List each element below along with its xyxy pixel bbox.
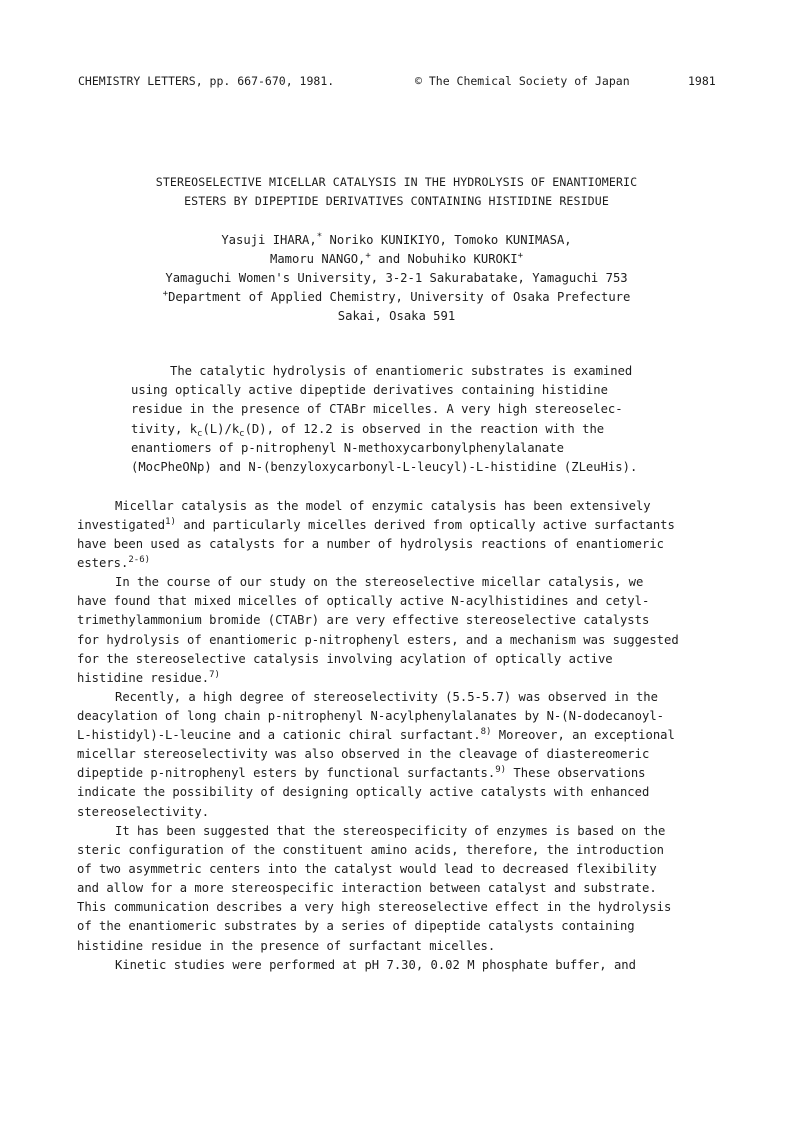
authors-line-2: [0, 253, 793, 265]
body-line: It has been suggested that the stereospecificity of enzymes is based on the: [115, 824, 666, 838]
body-line: trimethylammonium bromide (CTABr) are very effective stereoselective catalysts: [77, 613, 650, 627]
body-line: L-histidyl)-L-leucine and a cationic chiral surfactant.$^{8)}$ Moreover, an exceptional: [77, 727, 675, 742]
body-line: This communication describes a very high stereoselective effect in the hydrolysis: [77, 900, 672, 914]
body-line: of two asymmetric centers into the catalyst would lead to decreased flexibility: [77, 862, 657, 876]
coauthors: Noriko KUNIKIYO, Tomoko KUNIMASA,: [322, 233, 572, 247]
reference-mark: 7): [209, 670, 220, 680]
body-line: and allow for a more stereospecific interaction between catalyst and substrate.: [77, 881, 657, 895]
body-line: have been used as catalysts for a number of hydrolysis reactions of enantiomeric: [77, 537, 664, 551]
affiliation-mark: +: [162, 289, 169, 299]
body-line: deacylation of long chain p-nitrophenyl N-acylphenylalanates by N-(N-dodecanoyl-: [77, 709, 664, 723]
body-line: micellar stereoselectivity was also observed in the cleavage of diastereomeric: [77, 747, 650, 761]
reference-mark: 9): [495, 765, 507, 775]
affiliation-mark: +: [517, 251, 523, 261]
body-line: for hydrolysis of enantiomeric p-nitrophenyl esters, and a mechanism was suggested: [77, 633, 679, 647]
authors-line-1: [0, 234, 793, 246]
body-line: steric configuration of the constituent amino acids, therefore, the introduction: [77, 843, 664, 857]
body-line: Kinetic studies were performed at pH 7.30, 0.02 M phosphate buffer, and: [115, 958, 636, 972]
journal-citation: CHEMISTRY LETTERS, pp. 667-670, 1981.: [78, 74, 335, 88]
body-line: Recently, a high degree of stereoselectivity (5.5-5.7) was observed in the: [115, 690, 658, 704]
affiliation-3: Sakai, Osaka 591: [337, 309, 456, 323]
body-line: of the enantiomeric substrates by a series of dipeptide catalysts containing: [77, 919, 635, 933]
author-kuroki: and Nobuhiko KUROKI: [370, 252, 518, 266]
body-line: have found that mixed micelles of optically active N-acylhistidines and cetyl-: [77, 594, 650, 608]
abstract-line: The catalytic hydrolysis of enantiomeric substrates is examined: [170, 364, 633, 378]
author-nango: Mamoru NANGO,: [270, 252, 366, 266]
author-ihara: Yasuji IHARA,: [221, 233, 317, 247]
body-line: esters.$^{2-6)}$: [77, 555, 151, 570]
affiliation-2: +Department of Applied Chemistry, University of Osaka Prefecture: [162, 289, 631, 304]
abstract-line: (MocPheONp) and N-(benzyloxycarbonyl-L-leucyl)-L-histidine (ZLeuHis).: [131, 460, 638, 474]
affiliation-mark: +: [365, 251, 371, 261]
title-line-2: ESTERS BY DIPEPTIDE DERIVATIVES CONTAINING HISTIDINE RESIDUE: [184, 194, 609, 208]
affiliation-1: Yamaguchi Women's University, 3-2-1 Sakurabatake, Yamaguchi 753: [165, 271, 628, 285]
reference-mark: 1): [165, 517, 176, 527]
abstract-line: enantiomers of p-nitrophenyl N-methoxycarbonylphenylalanate: [131, 441, 564, 455]
copyright-notice: © The Chemical Society of Japan: [415, 74, 630, 88]
title-line-1: STEREOSELECTIVE MICELLAR CATALYSIS IN THE HYDROLYSIS OF ENANTIOMERIC: [155, 175, 638, 189]
body-line: histidine residue.$^{7)}$: [77, 670, 220, 685]
reference-mark: 2-6): [128, 555, 151, 565]
abstract-line: using optically active dipeptide derivatives containing histidine: [131, 383, 608, 397]
body-line: histidine residue in the presence of surfactant micelles.: [77, 939, 496, 953]
body-line: In the course of our study on the stereoselective micellar catalysis, we: [115, 575, 644, 589]
abstract-line: tivity, $k_c(L)/k_c(D)$, of 12.2 is observed in the reaction with the: [131, 422, 605, 439]
abstract-line: residue in the presence of CTABr micelles. A very high stereoselec-: [131, 402, 623, 416]
header-year: 1981: [688, 74, 716, 88]
body-line: dipeptide p-nitrophenyl esters by functional surfactants.$^{9)}$ These observations: [77, 765, 646, 780]
corresponding-author-mark: *: [316, 232, 323, 242]
body-line: investigated$^{1)}$ and particularly micelles derived from optically active surfactants: [77, 517, 675, 532]
reference-mark: 8): [480, 727, 492, 737]
body-line: Micellar catalysis as the model of enzymic catalysis has been extensively: [115, 499, 651, 513]
body-line: for the stereoselective catalysis involving acylation of optically active: [77, 652, 613, 666]
body-line: indicate the possibility of designing optically active catalysts with enhanced: [77, 785, 650, 799]
body-line: stereoselectivity.: [77, 805, 210, 819]
